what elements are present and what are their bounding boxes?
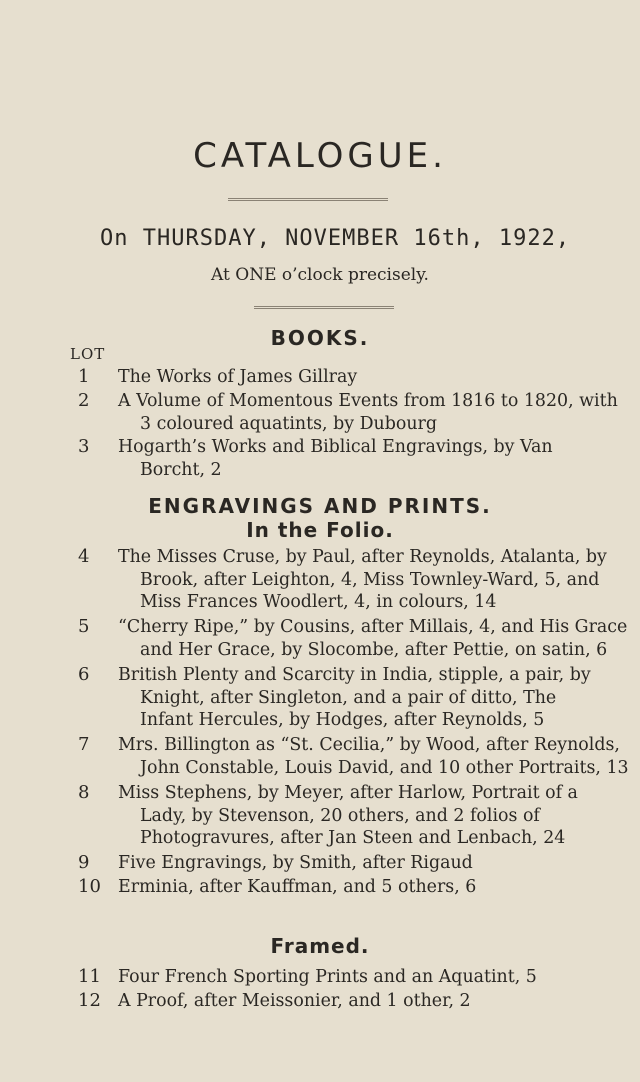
page-title: CATALOGUE. [193, 136, 447, 176]
lot-line: and Her Grace, by Slocombe, after Pettie, on satin, 6 [140, 639, 608, 660]
sale-date: On THURSDAY, NOVEMBER 16th, 1922, [100, 226, 571, 251]
lot-description [118, 546, 607, 614]
lot-line: A Proof, after Meissonier, and 1 other, 2 [118, 991, 471, 1011]
lot-description [118, 734, 629, 779]
lot-line: John Constable, Louis David, and 10 other Portraits, 13 [140, 757, 629, 778]
lot-line: Brook, after Leighton, 4, Miss Townley-Ward, 5, and [140, 569, 600, 590]
lot-description [118, 876, 598, 899]
lot-line: A Volume of Momentous Events from 1816 to 1820, with [118, 391, 618, 411]
lot-number: 1 [78, 366, 90, 387]
lot-line: Mrs. Billington as “St. Cecilia,” by Wood, after Reynolds, [118, 735, 620, 755]
subsection-framed: Framed. [270, 934, 370, 958]
lot-line: “Cherry Ripe,” by Cousins, after Millais, 4, and His Grace [118, 617, 628, 637]
date-divider [254, 306, 394, 309]
lot-number: 10 [78, 876, 101, 897]
lot-number: 11 [78, 966, 101, 987]
lot-line: Infant Hercules, by Hodges, after Reynolds, 5 [140, 710, 545, 731]
lot-number: 3 [78, 436, 90, 457]
lot-line: Five Engravings, by Smith, after Rigaud [118, 853, 473, 873]
lot-line: Erminia, after Kauffman, and 5 others, 6 [118, 877, 477, 897]
lot-line: Miss Frances Woodlert, 4, in colours, 14 [140, 592, 497, 613]
lot-line: Hogarth’s Works and Biblical Engravings, by Van [118, 437, 553, 457]
lot-number: 2 [78, 390, 90, 411]
lot-description [118, 390, 618, 435]
lot-line: British Plenty and Scarcity in India, stipple, a pair, by [118, 665, 591, 685]
lot-description [118, 664, 598, 732]
lot-line: Borcht, 2 [140, 459, 222, 480]
subsection-in-folio: In the Folio. [246, 518, 394, 542]
lot-line: Photogravures, after Jan Steen and Lenbach, 24 [140, 828, 566, 849]
lot-column-heading: LOT [70, 345, 106, 363]
lot-description [118, 782, 598, 850]
lot-number: 9 [78, 852, 90, 873]
lot-line: Lady, by Stevenson, 20 others, and 2 folios of [140, 805, 540, 826]
section-engravings: ENGRAVINGS AND PRINTS. [148, 494, 492, 518]
lot-number: 8 [78, 782, 90, 803]
lot-description [118, 616, 628, 661]
section-books: BOOKS. [270, 326, 370, 350]
lot-number: 5 [78, 616, 90, 637]
lot-line: The Works of James Gillray [118, 367, 358, 387]
lot-number: 12 [78, 990, 101, 1011]
lot-line: The Misses Cruse, by Paul, after Reynolds, Atalanta, by [118, 547, 607, 567]
lot-description [118, 852, 598, 875]
lot-number: 6 [78, 664, 90, 685]
lot-description [118, 436, 598, 481]
lot-line: Knight, after Singleton, and a pair of ditto, The [140, 687, 557, 708]
lot-description [118, 966, 598, 989]
title-divider [228, 198, 388, 201]
lot-line: Four French Sporting Prints and an Aquatint, 5 [118, 967, 537, 987]
lot-line: Miss Stephens, by Meyer, after Harlow, Portrait of a [118, 783, 578, 803]
lot-number: 4 [78, 546, 90, 567]
lot-description [118, 366, 598, 389]
lot-description [118, 990, 598, 1013]
sale-time: At ONE o’clock precisely. [211, 265, 429, 285]
lot-line: 3 coloured aquatints, by Dubourg [140, 413, 437, 434]
lot-number: 7 [78, 734, 90, 755]
